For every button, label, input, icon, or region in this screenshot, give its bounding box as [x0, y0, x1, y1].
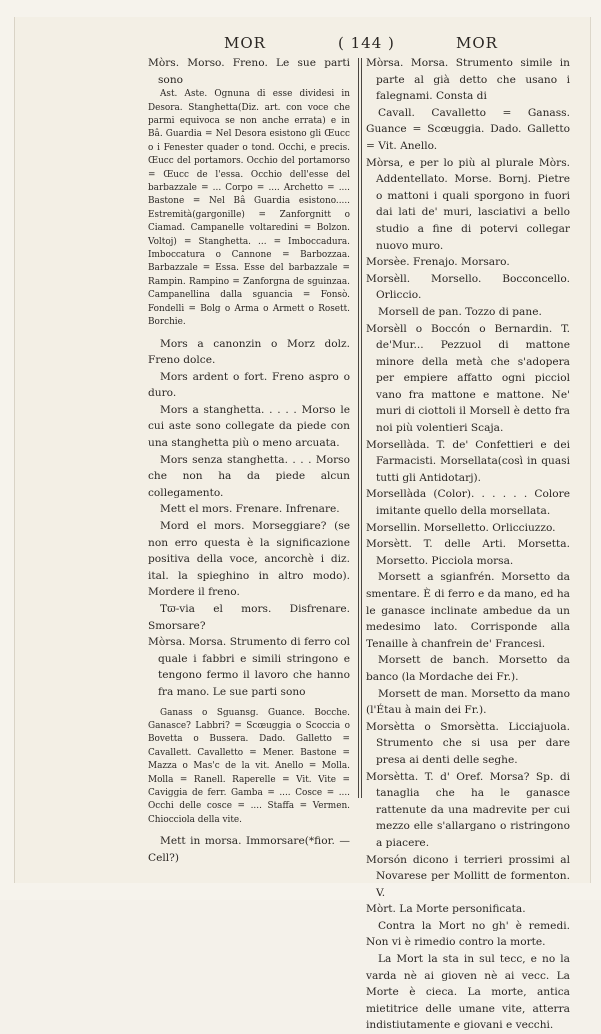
dictionary-entry: Morsèll o Boccón o Bernardin. T. de'Mur... Pezzuol di mattone minore della metà che s'adopera per empiere affatto ogni picciol vano fra mattone e mattone. Ne' muri di ciottoli il Morsell è detto fra noi più volentieri Scaja. [366, 322, 570, 435]
dictionary-entry: Morsón dicono i terrieri prossimi al Novarese per Mollitt de formenton. V. [366, 853, 570, 899]
dictionary-entry: Mòrsa, e per lo più al plurale Mòrs. Addentellato. Morse. Bornj. Pietre o mattoni i quali sporgono in fuori dai lati de' muri, lasciativi a bello studio a fine di potervi collegar nuovo muro. [366, 156, 570, 252]
entry-subparagraph: Tϖ-via el mors. Disfrenare. Smorsare? [148, 603, 350, 632]
dictionary-entry: Morsellàda. T. de' Confettieri e dei Farmacisti. Morsellata(così in quasi tutti gli Antidotarj). [366, 438, 570, 484]
entry-subparagraph: Ganass o Sguansg. Guance. Bocche. Ganasce? Labbri? = Scœuggia o Scoccia o Bovetta o Bussera. Dado. Galletto = Cavallett. Cavalletto = Mener. Bastone = Mazza o Mas'c de la vit. Anello = Molla. Molla = Ranell. Raperelle = Vit. Vite = Caviggia de ferr. Gamba = .... Cosce = .... Occhi delle cosce = .... Staffa = Vermen. Chiocciola della vite. [148, 707, 350, 825]
dictionary-entry: Mòrsa. Morsa. Strumento di ferro col quale i fabbri e simili stringono e tengono fermo il lavoro che hanno fra mano. Le sue parti sono [148, 636, 350, 698]
dictionary-entry: Mòrs. Morso. Freno. Le sue parti sono [148, 57, 350, 86]
entry-subparagraph: Morsett a sgianfrén. Morsetto da smentare. È di ferro e da mano, ed ha le ganasce inclinate ambedue da un medesimo lato. Corrisponde alla Tenaille à chanfrein de' Francesi. [366, 571, 570, 650]
header-right-word: MOR [456, 34, 498, 52]
page-number: ( 144 ) [338, 34, 395, 52]
entry-subparagraph: La Mort la sta in sul tecc, e no la varda nè ai gioven nè ai vecc. La Morte è cieca. La morte, antica mietitrice delle umane vite, atterra indistiutamente e giovani e vecchi. [366, 953, 570, 1032]
dictionary-entry: Morsètta o Smorsètta. Licciajuola. Strumento che si usa per dare presa ai denti delle seghe. [366, 720, 570, 766]
right-column [366, 55, 570, 1034]
entry-subparagraph: Mett in morsa. Immorsare(*fior. — Cell?) [148, 835, 350, 864]
entry-subparagraph: Mors a stanghetta. . . . . Morso le cui aste sono collegate da piede con una stanghetta più o meno arcuata. [148, 403, 350, 450]
entry-subparagraph: Mord el mors. Morseggiare? (se non erro questa è la significazione positiva della voce, ancorchè i diz. ital. la spieghino in altro modo). Mordere il freno. [148, 520, 350, 599]
header-left-word: MOR [224, 34, 266, 52]
entry-subparagraph: Mors a canonzin o Morz dolz. Freno dolce. [148, 337, 350, 367]
entry-subparagraph: Mors senza stanghetta. . . . Morso che non ha da piede alcun collegamento. [148, 453, 350, 499]
entry-subparagraph: Cavall. Cavalletto = Ganass. Guance = Scœuggia. Dado. Galletto = Vit. Anello. [366, 106, 570, 152]
entry-subparagraph: Ast. Aste. Ognuna di esse dividesi in Desora. Stanghetta(Diz. art. con voce che parmi equivoca se non anche errata) e in Bâ. Guardia = Nel Desora esistono gli Œucc o i Fenester quader o tond. Occhi, e precis. Œucc del portamors. Occhio del portamorso = Œucc de l'essa. Occhio dell'esse del barbazzale = ... Corpo = .... Archetto = .... Bastone = Nel Bâ Guardia esistono..... Estremità(gargonille) = Zanforgnitt o Ciamad. Campanelle voltaredini = Bolzon. Voltoj) = Stanghetta. ... = Imboccadura. Imboccatura o Cannone = Barbozzaa. Barbazzale = Essa. Esse del barbazzale = Rampin. Rampino = Zanforgna de sguinzaa. Campanellina dalla sguancia = Fonsò. Fondelli = Bolg o Arma o Armett o Rosett. Borchie. [148, 89, 350, 328]
entry-subparagraph: Morsell de pan. Tozzo di pane. [378, 305, 542, 318]
entry-subparagraph: Contra la Mort no gh' è remedi. Non vi è rimedio contro la morte. [366, 919, 570, 949]
entry-subparagraph: Morsett de man. Morsetto da mano (l'Étau à main dei Fr.). [366, 687, 570, 717]
entry-subparagraph: Mors ardent o fort. Freno aspro o duro. [148, 370, 350, 400]
dictionary-entry: Morsellin. Morselletto. Orlicciuzzo. [366, 521, 556, 534]
dictionary-entry: Morsètta. T. d' Oref. Morsa? Sp. di tanaglia che ha le ganasce rattenute da una madrevite per cui mezzo elle s'allargano o ristringono a piacere. [366, 770, 570, 849]
dictionary-entry: Morsètt. T. delle Arti. Morsetta. Morsetto. Picciola morsa. [366, 538, 570, 567]
entry-subparagraph: Mett el mors. Frenare. Infrenare. [160, 503, 340, 516]
entry-subparagraph: Morsett de banch. Morsetto da banco (la Mordache dei Fr.). [366, 654, 570, 683]
dictionary-entry: Morsèe. Frenajo. Morsaro. [366, 256, 510, 269]
left-column [148, 55, 350, 866]
column-divider [358, 58, 362, 798]
dictionary-entry: Mòrsa. Morsa. Strumento simile in parte al già detto che usano i falegnami. Consta di [366, 57, 570, 103]
running-header [0, 34, 601, 56]
dictionary-entry: Morsèll. Morsello. Bocconcello. Orliccio. [366, 272, 570, 302]
dictionary-entry: Morsellàda (Color). . . . . . Colore imitante quello della morsellata. [366, 488, 570, 518]
dictionary-entry: Mòrt. La Morte personificata. [366, 903, 526, 916]
